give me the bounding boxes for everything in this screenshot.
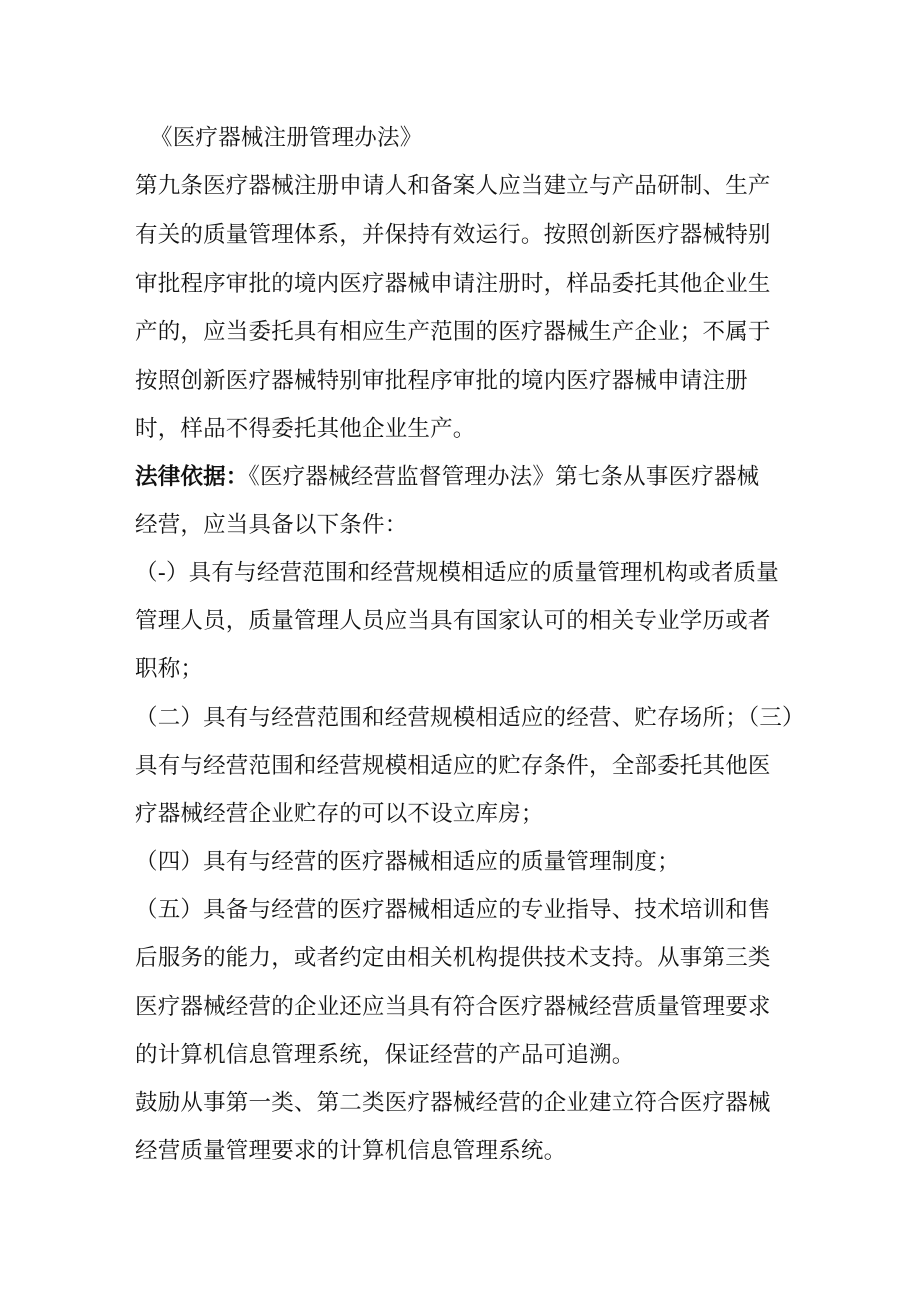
condition-3-line-3: 疗器械经营企业贮存的可以不设立库房；: [135, 801, 544, 827]
condition-5-line-4: 的计算机信息管理系统，保证经营的产品可追溯。: [135, 1042, 635, 1068]
legal-basis-label: 法律依据：: [135, 464, 249, 490]
legal-basis-first-line: [135, 457, 759, 497]
document-title: 《医疗器械注册管理办法》: [150, 125, 423, 151]
condition-1-line-3: 职称；: [135, 656, 204, 682]
article-9-line-1: 第九条医疗器械注册申请人和备案人应当建立与产品研制、生产: [135, 173, 771, 199]
condition-3-line-2: 具有与经营范围和经营规模相适应的贮存条件，全部委托其他医: [135, 753, 771, 779]
article-9-line-3: 审批程序审批的境内医疗器械申请注册时，样品委托其他企业生: [135, 271, 771, 297]
encouragement-line-1: 鼓励从事第一类、第二类医疗器械经营的企业建立符合医疗器械: [135, 1090, 771, 1116]
condition-2-3-line-1: （二）具有与经营范围和经营规模相适应的经营、贮存场所；（三）: [135, 705, 805, 731]
legal-basis-first-line-text: 《医疗器械经营监督管理办法》第七条从事医疗器械: [248, 464, 760, 490]
article-9-line-5: 按照创新医疗器械特别审批程序审批的境内医疗器械申请注册: [135, 368, 748, 394]
condition-5-line-3: 医疗器械经营的企业还应当具有符合医疗器械经营质量管理要求: [135, 994, 771, 1020]
condition-4-line: （四）具有与经营的医疗器械相适应的质量管理制度；: [135, 849, 680, 875]
condition-5-line-2: 后服务的能力，或者约定由相关机构提供技术支持。从事第三类: [135, 945, 771, 971]
condition-1-line-1: （-）具有与经营范围和经营规模相适应的质量管理机构或者质量: [135, 560, 779, 586]
condition-1-line-2: 管理人员，质量管理人员应当具有国家认可的相关专业学历或者: [135, 608, 771, 634]
article-9-line-2: 有关的质量管理体系，并保持有效运行。按照创新医疗器械特别: [135, 222, 771, 248]
article-9-line-6: 时，样品不得委托其他企业生产。: [135, 416, 476, 442]
encouragement-line-2: 经营质量管理要求的计算机信息管理系统。: [135, 1138, 567, 1164]
condition-5-line-1: （五）具备与经营的医疗器械相适应的专业指导、技术培训和售: [135, 897, 771, 923]
legal-basis-line-2: 经营，应当具备以下条件：: [135, 512, 408, 538]
article-9-line-4: 产的，应当委托具有相应生产范围的医疗器械生产企业；不属于: [135, 319, 771, 345]
